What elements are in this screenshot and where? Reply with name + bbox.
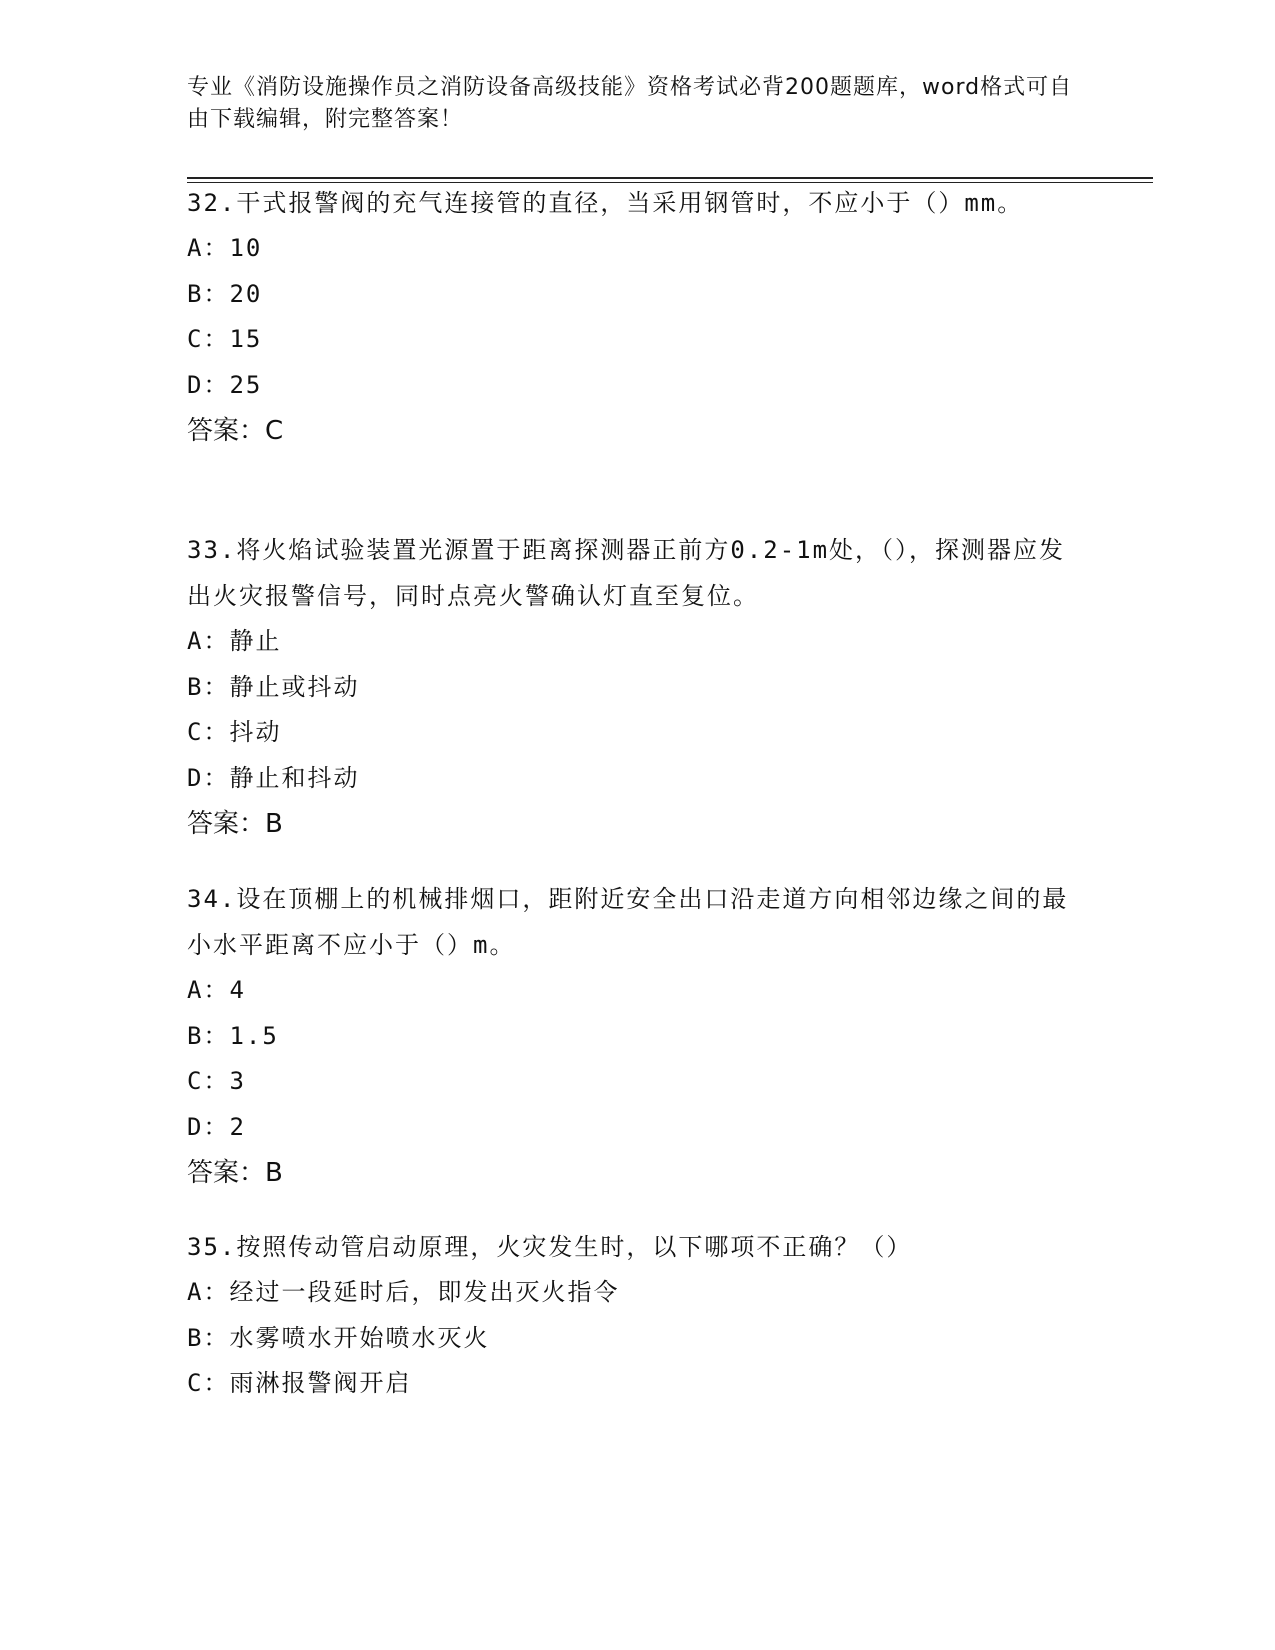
document-header: 专业《消防设施操作员之消防设备高级技能》资格考试必背200题题库，word格式可自由下载编辑，附完整答案！ <box>187 75 1073 132</box>
question-34 <box>187 876 1087 1196</box>
header-divider <box>187 177 1153 179</box>
question-stem: 33.将火焰试验装置光源置于距离探测器正前方0.2-1m处，（），探测器应发出火灾报警信号，同时点亮火警确认灯直至复位。 <box>187 536 1066 610</box>
question-33 <box>187 527 1087 847</box>
option-c: C：15 <box>187 325 263 353</box>
question-32 <box>187 180 1087 454</box>
question-stem: 32.干式报警阀的充气连接管的直径，当采用钢管时，不应小于（）mm。 <box>187 189 1024 217</box>
option-b: B：静止或抖动 <box>187 672 360 701</box>
option-b: B：水雾喷水开始喷水灭火 <box>187 1323 490 1352</box>
option-c: C：抖动 <box>187 718 282 746</box>
option-a: A：经过一段延时后，即发出灭火指令 <box>187 1278 620 1306</box>
answer-label: 答案：C <box>187 416 284 446</box>
option-c: C：雨淋报警阀开启 <box>187 1369 412 1397</box>
question-stem: 34.设在顶棚上的机械排烟口，距附近安全出口沿走道方向相邻边缘之间的最小水平距离不应小于（）m。 <box>187 885 1069 959</box>
option-a: A：静止 <box>187 627 282 655</box>
option-b: B：1.5 <box>187 1021 279 1050</box>
question-stem: 35.按照传动管启动原理，火灾发生时，以下哪项不正确？（） <box>187 1233 913 1261</box>
option-a: A：4 <box>187 976 246 1004</box>
answer-label: 答案：B <box>187 809 283 839</box>
option-d: D：静止和抖动 <box>187 763 360 792</box>
option-c: C：3 <box>187 1067 246 1095</box>
option-b: B：20 <box>187 279 263 308</box>
option-d: D：2 <box>187 1112 246 1141</box>
option-d: D：25 <box>187 370 263 399</box>
question-35 <box>187 1224 1087 1407</box>
option-a: A：10 <box>187 234 263 262</box>
answer-label: 答案：B <box>187 1158 283 1188</box>
